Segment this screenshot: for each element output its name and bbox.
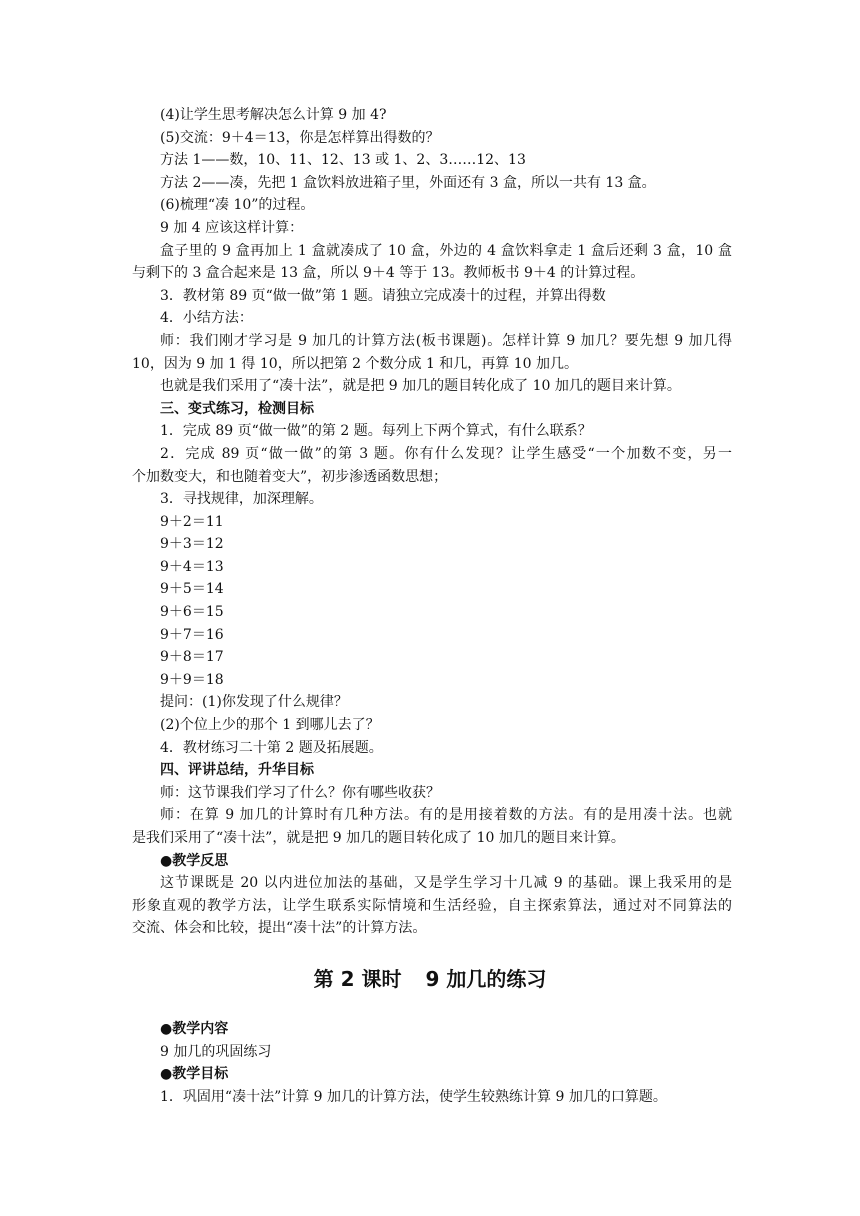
text-line: (5)交流：9＋4＝13，你是怎样算出得数的？ [160,129,440,146]
text-line: 9 加 4 应该这样计算： [160,219,304,236]
text-line: 四、评讲总结，升华目标 [160,762,314,779]
text-line: 9 加几的巩固练习 [160,1043,272,1060]
text-line: 9＋6＝15 [160,604,224,621]
text-line: 4．小结方法： [160,310,253,327]
text-line: 9＋3＝12 [160,536,224,553]
text-line: ●教学反思 [160,852,229,869]
text-line: 形象直观的教学方法，让学生联系实际情境和生活经验，自主探索算法，通过对不同算法的 [132,897,732,914]
text-line: 这节课既是 20 以内进位加法的基础，又是学生学习十几减 9 的基础。课上我采用的是 [160,875,732,892]
text-line: 也就是我们采用了“凑十法”，就是把 9 加几的题目转化成了 10 加几的题目来计算。 [160,378,681,395]
text-line: 1．完成 89 页“做一做”的第 2 题。每列上下两个算式，有什么联系？ [160,423,592,440]
text-line: 9＋7＝16 [160,626,224,643]
text-line: 9＋5＝14 [160,581,224,598]
text-line: 1．巩固用“凑十法”计算 9 加几的计算方法，使学生较熟练计算 9 加几的口算题。 [160,1088,667,1105]
text-line: 提问：(1)你发现了什么规律？ [160,694,348,711]
text-line: 与剩下的 3 盒合起来是 13 盒，所以 9＋4 等于 13。教师板书 9＋4 的计算过程。 [132,265,645,282]
text-line: 9＋9＝18 [160,671,224,688]
text-line: 师：这节课我们学习了什么？你有哪些收获？ [160,784,440,801]
text-line: 三、变式练习，检测目标 [160,400,314,417]
text-line: 是我们采用了“凑十法”，就是把 9 加几的题目转化成了 10 加几的题目来计算。 [132,830,625,846]
text-line: 师：我们刚才学习是 9 加几的计算方法(板书课题)。怎样计算 9 加几？要先想 9 加几得 [160,332,732,349]
lesson-2-body [132,1018,732,1108]
text-line: 方法 2——凑，先把 1 盒饮料放进箱子里，外面还有 3 盒，所以一共有 13 盒。 [160,174,656,191]
section-heading [0,964,860,994]
lesson-title: 9 加几的练习 [425,967,547,991]
text-line: ●教学目标 [160,1066,229,1083]
text-line: 2．完成 89 页“做一做”的第 3 题。你有什么发现？让学生感受“一个加数不变，另一 [160,445,732,462]
text-line: 盒子里的 9 盒再加上 1 盒就凑成了 10 盒，外边的 4 盒饮料拿走 1 盒后还剩 3 盒，10 盒 [160,242,732,259]
text-line: (2)个位上少的那个 1 到哪儿去了？ [160,717,380,734]
text-line: 10，因为 9 加 1 得 10，所以把第 2 个数分成 1 和几，再算 10 加几。 [132,355,579,372]
text-line: 交流、体会和比较，提出“凑十法”的计算方法。 [132,920,427,937]
text-line: 师：在算 9 加几的计算时有几种方法。有的是用接着数的方法。有的是用凑十法。也就 [160,807,732,824]
text-line: 9＋8＝17 [160,649,224,666]
text-line: 3．寻找规律，加深理解。 [160,491,323,508]
text-line: 9＋2＝11 [160,513,224,530]
text-line: 个加数变大，和也随着变大”，初步渗透函数思想； [132,468,448,485]
text-line: (4)让学生思考解决怎么计算 9 加 4? [160,107,387,123]
text-line: (6)梳理“凑 10”的过程。 [160,197,315,214]
text-line: 3．教材第 89 页“做一做”第 1 题。请独立完成凑十的过程，并算出得数 [160,287,606,304]
text-line: 4．教材练习二十第 2 题及拓展题。 [160,739,383,756]
text-line: ●教学内容 [160,1021,229,1037]
text-line: 9＋4＝13 [160,558,224,575]
lesson-number: 第 2 课时 [313,967,402,991]
text-line: 方法 1——数，10、11、12、13 或 1、2、3……12、13 [160,152,526,169]
lesson-body [132,104,732,940]
